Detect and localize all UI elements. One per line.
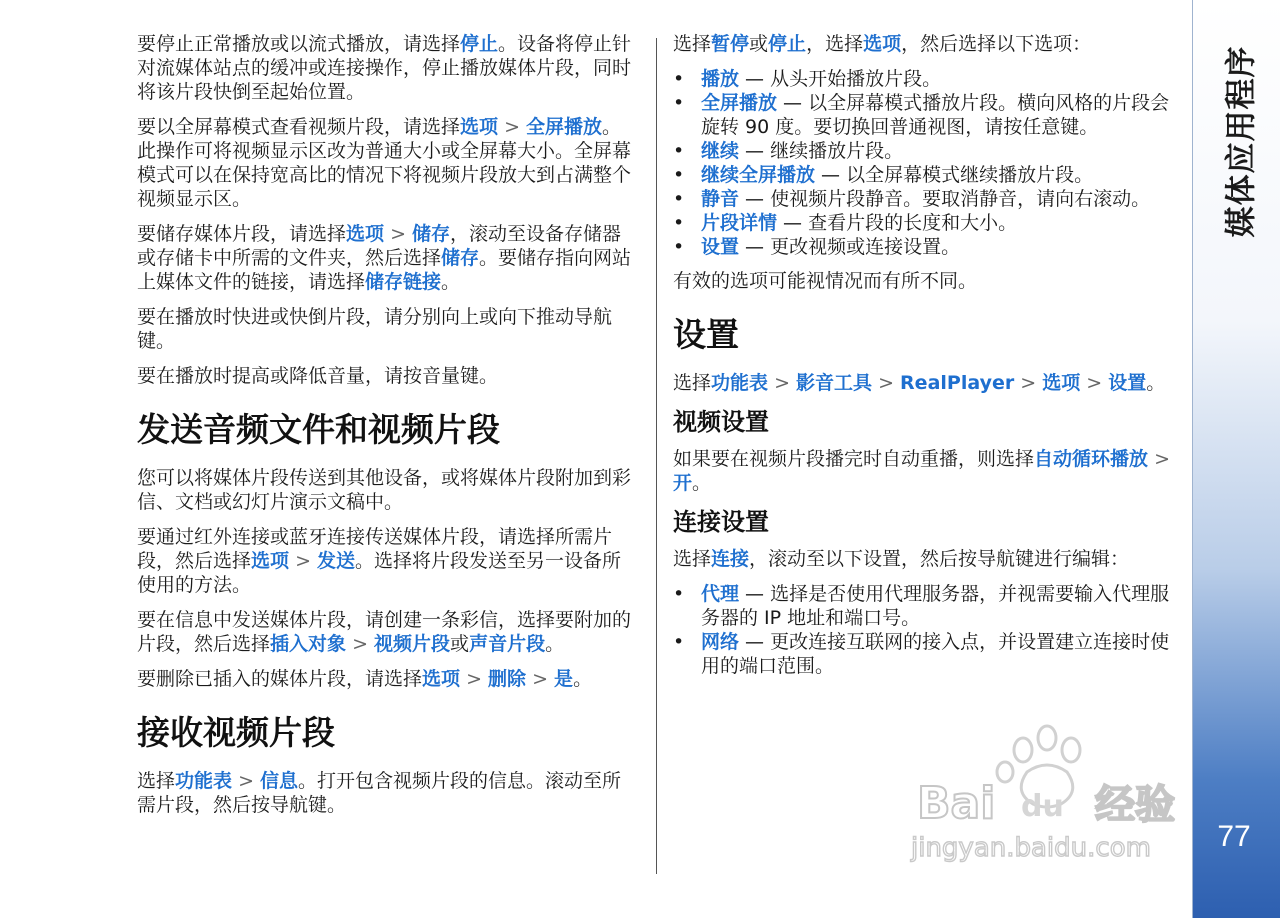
- link-menu[interactable]: 功能表: [711, 372, 769, 394]
- link-insert-object[interactable]: 插入对象: [270, 633, 347, 655]
- link-menu[interactable]: 功能表: [175, 770, 233, 792]
- list-item: • 继续全屏播放 — 以全屏幕模式继续播放片段。: [673, 164, 1094, 186]
- link-media-tools[interactable]: 影音工具: [796, 372, 873, 394]
- baidu-jingyan-watermark-logo: [905, 720, 1205, 870]
- link-fullscreen[interactable]: 全屏播放: [526, 116, 603, 138]
- link-realplayer[interactable]: RealPlayer: [900, 372, 1015, 394]
- link-sound-clip[interactable]: 声音片段: [469, 633, 546, 655]
- link-delete[interactable]: 删除: [488, 668, 527, 690]
- paragraph-receive: 选择功能表 > 信息。打开包含视频片段的信息。滚动至所需片段，然后按导航键。: [137, 770, 622, 816]
- link-save[interactable]: 储存: [441, 247, 480, 269]
- link-yes[interactable]: 是: [554, 668, 574, 690]
- page-number: 77: [1217, 820, 1251, 853]
- option-mute[interactable]: 静音: [701, 188, 740, 210]
- list-item: • 片段详情 — 查看片段的长度和大小。: [673, 212, 1018, 234]
- heading-connection-settings: 连接设置: [673, 508, 769, 536]
- list-item: • 继续 — 继续播放片段。: [673, 140, 904, 162]
- link-options[interactable]: 选项: [863, 33, 902, 55]
- link-video-clip[interactable]: 视频片段: [374, 633, 451, 655]
- option-continue[interactable]: 继续: [701, 140, 740, 162]
- heading-send: 发送音频文件和视频片段: [137, 410, 500, 449]
- paragraph-seek: 要在播放时快进或快倒片段，请分别向上或向下推动导航键。: [137, 306, 613, 352]
- link-pause[interactable]: 暂停: [711, 33, 750, 55]
- option-network[interactable]: 网络: [701, 631, 740, 653]
- heading-settings: 设置: [673, 315, 739, 354]
- link-stop[interactable]: 停止: [460, 33, 499, 55]
- link-options[interactable]: 选项: [422, 668, 461, 690]
- list-item: • 播放 — 从头开始播放片段。: [673, 68, 942, 90]
- paragraph-delete: 要删除已插入的媒体片段，请选择选项 > 删除 > 是。: [137, 668, 593, 690]
- link-options[interactable]: 选项: [251, 550, 290, 572]
- paragraph-connection-settings: 选择连接，滚动至以下设置，然后按导航键进行编辑：: [673, 548, 1130, 570]
- link-send[interactable]: 发送: [317, 550, 356, 572]
- option-settings[interactable]: 设置: [701, 236, 740, 258]
- options-list: [673, 67, 1173, 259]
- heading-receive: 接收视频片段: [137, 713, 335, 752]
- watermark-bai: Bai: [917, 778, 996, 829]
- option-play[interactable]: 播放: [701, 68, 740, 90]
- paragraph-save: 要储存媒体片段，请选择选项 > 储存，滚动至设备存储器或存储卡中所需的文件夹，然后选择储存。要储存指向网站上媒体文件的链接，请选择储存链接。: [137, 223, 632, 293]
- chapter-title: 媒体应用程序: [1223, 45, 1260, 237]
- link-on[interactable]: 开: [673, 472, 693, 494]
- link-settings[interactable]: 设置: [1108, 372, 1147, 394]
- option-clip-details[interactable]: 片段详情: [701, 212, 778, 234]
- paragraph-options-intro: 选择暂停或停止，选择选项，然后选择以下选项：: [673, 33, 1092, 55]
- link-connection[interactable]: 连接: [711, 548, 750, 570]
- list-item: • 全屏播放 — 以全屏幕模式播放片段。横向风格的片段会旋转 90 度。要切换回普通视图，请按任意键。: [673, 92, 1170, 138]
- option-fullscreen-play[interactable]: 全屏播放: [701, 92, 778, 114]
- link-save[interactable]: 储存: [412, 223, 451, 245]
- link-messaging[interactable]: 信息: [260, 770, 299, 792]
- paragraph-send-mms: 要在信息中发送媒体片段，请创建一条彩信，选择要附加的片段，然后选择插入对象 > 视频片段或声音片段。: [137, 609, 632, 655]
- paragraph-fullscreen: 要以全屏幕模式查看视频片段，请选择选项 > 全屏播放。此操作可将视频显示区改为普通大小或全屏幕大小。全屏幕模式可以在保持宽高比的情况下将视频片段放大到占满整个视频显示区。: [137, 116, 632, 210]
- paragraph-settings-path: 选择功能表 > 影音工具 > RealPlayer > 选项 > 设置。: [673, 372, 1166, 394]
- right-column: [673, 32, 1173, 688]
- paragraph-volume: 要在播放时提高或降低音量，请按音量键。: [137, 365, 499, 387]
- link-options[interactable]: 选项: [1042, 372, 1081, 394]
- link-options[interactable]: 选项: [460, 116, 499, 138]
- paragraph-stop: 要停止正常播放或以流式播放，请选择停止。设备将停止针对流媒体站点的缓冲或连接操作，停止播放媒体片段，同时将该片段快倒至起始位置。: [137, 33, 632, 103]
- list-item: • 设置 — 更改视频或连接设置。: [673, 236, 961, 258]
- list-item: • 静音 — 使视频片段静音。要取消静音，请向右滚动。: [673, 188, 1151, 210]
- paragraph-note: 有效的选项可能视情况而有所不同。: [673, 270, 978, 292]
- watermark-url: jingyan.baidu.com: [911, 833, 1151, 863]
- heading-video-settings: 视频设置: [673, 408, 769, 436]
- option-continue-fullscreen[interactable]: 继续全屏播放: [701, 164, 816, 186]
- link-options[interactable]: 选项: [346, 223, 385, 245]
- paragraph-video-settings: 如果要在视频片段播完时自动重播，则选择自动循环播放 > 开。: [673, 448, 1170, 494]
- link-auto-loop[interactable]: 自动循环播放: [1034, 448, 1149, 470]
- list-item: • 代理 — 选择是否使用代理服务器，并视需要输入代理服务器的 IP 地址和端口号。: [673, 583, 1170, 629]
- link-save-link[interactable]: 储存链接: [365, 271, 442, 293]
- column-divider: [656, 38, 657, 874]
- watermark-du: du: [1021, 789, 1064, 824]
- link-stop[interactable]: 停止: [768, 33, 807, 55]
- list-item: • 网络 — 更改连接互联网的接入点，并设置建立连接时使用的端口范围。: [673, 631, 1170, 677]
- left-column: [137, 32, 639, 828]
- connection-list: [673, 582, 1173, 678]
- option-proxy[interactable]: 代理: [701, 583, 740, 605]
- paragraph-send-ir: 要通过红外连接或蓝牙连接传送媒体片段，请选择所需片段，然后选择选项 > 发送。选择将片段发送至另一设备所使用的方法。: [137, 526, 622, 596]
- paragraph-send-intro: 您可以将媒体片段传送到其他设备，或将媒体片段附加到彩信、文档或幻灯片演示文稿中。: [137, 467, 632, 513]
- watermark-jingyan: 经验: [1095, 782, 1175, 828]
